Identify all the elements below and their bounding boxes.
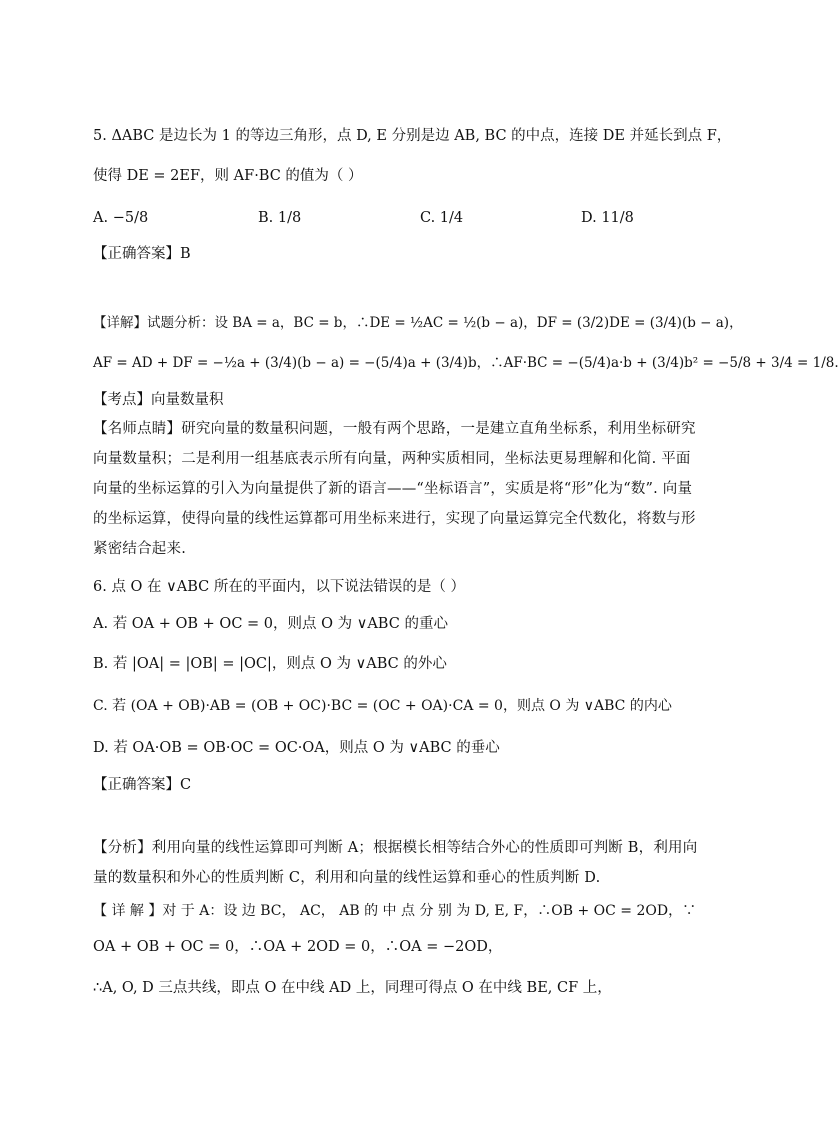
q5-point: 【考点】向量数量积 (93, 392, 224, 408)
q5-stem-line2: 使得 DE = 2EF，则 AF·BC 的值为（ ） (93, 168, 363, 184)
q5-option-b (258, 207, 301, 229)
q5-detail-line1: 【详解】试题分析：设 BA = a，BC = b，∴DE = ½AC = ½(b − a)，DF = (3/2)DE = (3/4)(b − a)， (93, 315, 743, 331)
q5-option-b-label: B. (258, 210, 274, 226)
q6-detail-line1: 【 详 解 】对 于 A：设 边 BC， AC， AB 的 中 点 分 别 为 D, E, F，∴OB + OC = 2OD，∵ (93, 903, 697, 919)
q5-comment: 【名师点睛】研究向量的数量积问题，一般有两个思路，一是建立直角坐标系，利用坐标研究向量数量积；二是利用一组基底表示所有向量，两种实质相同，坐标法更易理解和化简. 平面向量的坐标运算的引入为向量提供了新的语言——“坐标语言”，实质是将“形”化为“数”. 向量的坐标运算，使得向量的线性运算都可用坐标来进行，实现了向量运算完全代数化，将数与形紧密结合起来. (93, 421, 696, 557)
q6-detail-line2: OA + OB + OC = 0，∴OA + 2OD = 0，∴OA = −2OD， (93, 939, 503, 955)
q5-option-d (581, 207, 634, 229)
q5-stem-line1: 5. ΔABC 是边长为 1 的等边三角形，点 D, E 分别是边 AB, BC 的中点，连接 DE 并延长到点 F， (93, 128, 732, 144)
q6-answer: 【正确答案】C (93, 777, 192, 793)
q6-analysis: 【分析】利用向量的线性运算即可判断 A；根据模长相等结合外心的性质即可判断 B，利用向量的数量积和外心的性质判断 C，利用和向量的线性运算和垂心的性质判断 D. (93, 840, 698, 886)
q5-option-b-value: 1/8 (277, 210, 302, 226)
q5-option-a (93, 207, 148, 229)
q6-option-b: B. 若 |OA| = |OB| = |OC|，则点 O 为 ∨ABC 的外心 (93, 656, 447, 672)
q6-option-c: C. 若 (OA + OB)·AB = (OB + OC)·BC = (OC + OA)·CA = 0，则点 O 为 ∨ABC 的内心 (93, 698, 672, 714)
q6-stem: 6. 点 O 在 ∨ABC 所在的平面内，以下说法错误的是（ ） (93, 579, 465, 595)
q5-option-c-value: 1/4 (439, 210, 464, 226)
q6-detail-line3: ∴A, O, D 三点共线，即点 O 在中线 AD 上，同理可得点 O 在中线 BE, CF 上， (93, 980, 612, 996)
q5-detail-line2: AF = AD + DF = −½a + (3/4)(b − a) = −(5/4)a + (3/4)b，∴AF·BC = −(5/4)a·b + (3/4)b² = −5/8 + 3/4 = 1/8. (93, 355, 839, 371)
q5-option-a-label: A. (93, 210, 109, 226)
q5-option-d-label: D. (581, 210, 597, 226)
q5-option-d-value: 11/8 (601, 210, 634, 226)
q5-option-a-value: −5/8 (112, 210, 149, 226)
q6-option-a: A. 若 OA + OB + OC = 0，则点 O 为 ∨ABC 的重心 (93, 616, 448, 632)
q5-option-c-label: C. (420, 210, 436, 226)
q5-answer: 【正确答案】B (93, 246, 191, 262)
q5-option-c (420, 207, 463, 229)
q6-option-d: D. 若 OA·OB = OB·OC = OC·OA，则点 O 为 ∨ABC 的垂心 (93, 740, 500, 756)
